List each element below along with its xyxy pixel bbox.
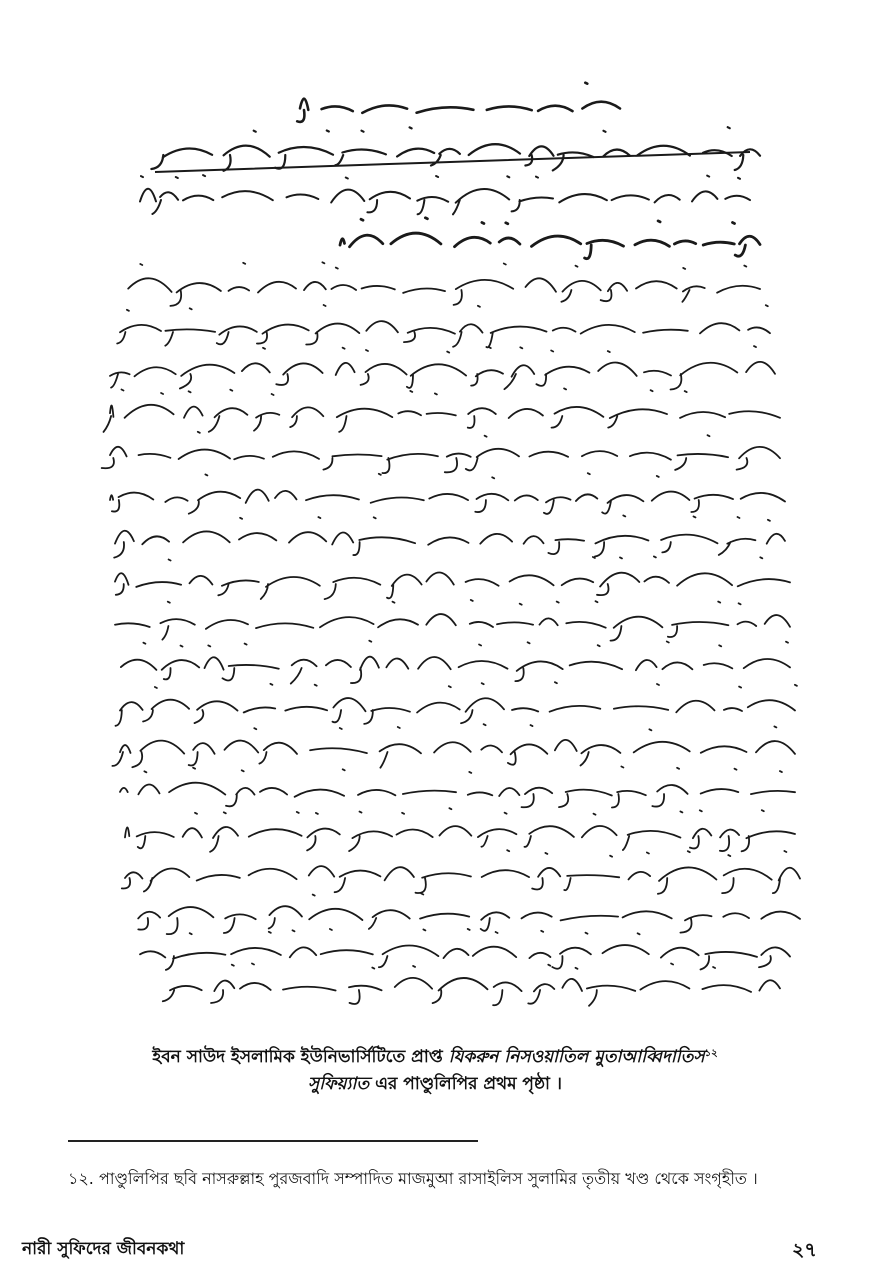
heading-underline-stroke <box>155 152 750 172</box>
manuscript-line-9 <box>102 432 780 473</box>
manuscript-line-16 <box>112 724 795 768</box>
manuscript-line-19 <box>122 850 800 894</box>
page-number: ২৭ <box>792 1239 817 1261</box>
manuscript-line-20 <box>138 894 800 935</box>
manuscript-line-8 <box>104 388 781 432</box>
footnote-number: ১২. <box>68 1169 94 1188</box>
manuscript-line-15 <box>116 682 797 726</box>
handwriting-strokes <box>60 60 820 1020</box>
footnote <box>68 1166 790 1192</box>
caption-title-part2: সুফিয়্যাত <box>308 1074 370 1094</box>
manuscript-line-21 <box>140 929 790 970</box>
manuscript-line-3 <box>140 175 750 214</box>
caption-text-start: ইবন সাউদ ইসলামিক ইউনিভার্সিটিতে প্রাপ্ত <box>152 1047 449 1067</box>
manuscript-line-14 <box>121 641 790 684</box>
footnote-reference: ১২ <box>704 1048 718 1059</box>
manuscript-line-11 <box>114 515 785 557</box>
manuscript-line-10 <box>110 473 785 514</box>
footnote-text: পাণ্ডুলিপির ছবি নাসরুল্লাহ পুরজবাদি সম্পাদিত মাজমুআ রাসাইলিস সুলামির তৃতীয় খণ্ড থেকে সংগৃহীত । <box>93 1169 758 1188</box>
manuscript-image <box>60 60 820 1020</box>
manuscript-line-5 <box>128 262 760 306</box>
manuscript-line-2 <box>151 127 760 171</box>
caption-title-part1: যিকরুন নিসওয়াতিল মুতাআব্বিদাতিস <box>448 1047 705 1067</box>
figure-caption <box>60 1040 810 1098</box>
manuscript-line-22 <box>163 964 780 1006</box>
manuscript-line-1 <box>297 83 620 122</box>
manuscript-line-17 <box>120 767 795 808</box>
manuscript-line-12 <box>115 556 790 599</box>
manuscript-line-6 <box>117 305 770 347</box>
manuscript-line-7 <box>110 346 775 389</box>
running-title: নারী সুফিদের জীবনকথা <box>22 1239 185 1259</box>
manuscript-line-13 <box>115 600 790 641</box>
manuscript-line-18 <box>125 808 795 852</box>
manuscript-line-4 <box>340 218 760 259</box>
footnote-divider <box>68 1140 478 1142</box>
caption-text-end: এর পাণ্ডুলিপির প্রথম পৃষ্ঠা । <box>369 1074 562 1094</box>
